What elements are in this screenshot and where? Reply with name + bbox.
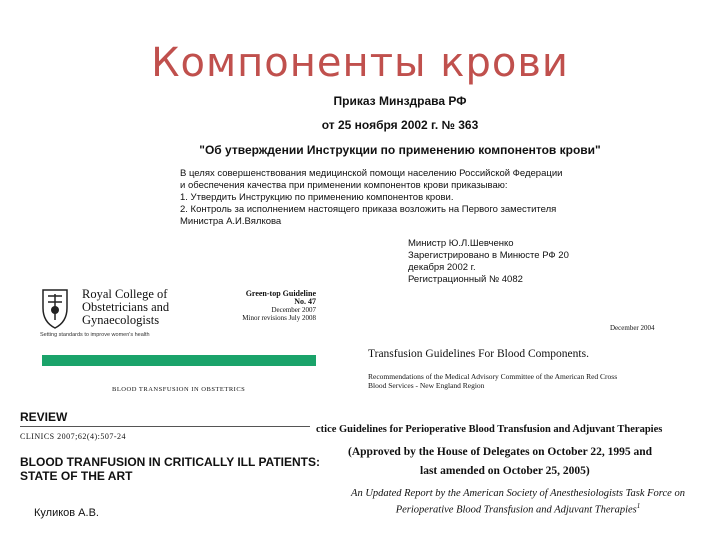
guideline-number: No. 47 [294, 297, 316, 306]
redcross-title: Transfusion Guidelines For Blood Components. [368, 348, 589, 360]
asa-approved: (Approved by the House of Delegates on October 22, 1995 and [348, 446, 653, 458]
rcog-tagline: Setting standards to improve women's health [40, 332, 150, 338]
redcross-date: December 2004 [610, 324, 655, 332]
rcog-document [38, 282, 323, 400]
redcross-recommendations [368, 372, 617, 390]
guideline-title: Green-top Guideline [245, 289, 316, 298]
redcross-rec-line: Blood Services - New England Region [368, 381, 485, 390]
order-line-3: "Об утверждении Инструкции по применению компонентов крови" [199, 143, 601, 157]
review-rule [20, 426, 310, 427]
order-body-line: 1. Утвердить Инструкцию по применению компонентов крови. [180, 192, 454, 203]
rcog-name-line: Gynaecologists [82, 313, 160, 327]
asa-report-line-2 [318, 500, 718, 517]
order-body-line: 2. Контроль за исполнением настоящего приказа возложить на Первого заместителя [180, 204, 557, 215]
slide-title: Компоненты крови [151, 40, 569, 86]
review-title [20, 455, 320, 483]
asa-report-line: An Updated Report by the American Society of Anesthesiologists Task Force on [351, 488, 685, 499]
author: Куликов А.В. [34, 507, 99, 519]
signature-line: Зарегистрировано в Минюсте РФ 20 [408, 250, 569, 261]
rcog-doc-title: BLOOD TRANSFUSION IN OBSTETRICS [112, 386, 246, 393]
asa-amended: last amended on October 25, 2005) [420, 465, 590, 477]
guideline-revision: Minor revisions July 2008 [242, 314, 316, 322]
order-body-line: Министра А.И.Вялкова [180, 216, 282, 227]
signature-line: Регистрационный № 4082 [408, 274, 523, 285]
order-document [170, 88, 630, 288]
review-label: REVIEW [20, 410, 68, 424]
rcog-guideline-box [236, 290, 316, 322]
asa-footnote: 1 [636, 502, 641, 510]
order-line-2: от 25 ноября 2002 г. № 363 [321, 118, 479, 132]
signature-line: декабря 2002 г. [408, 262, 476, 273]
order-line-1: Приказ Минздрава РФ [333, 94, 467, 108]
rcog-green-bar [42, 355, 316, 366]
order-body-line: В целях совершенствования медицинской помощи населению Российской Федерации [180, 168, 563, 179]
asa-report-line: Perioperative Blood Transfusion and Adjuvant Therapies [395, 504, 637, 516]
review-citation: CLINICS 2007;62(4):507-24 [20, 432, 127, 441]
signature-line: Министр Ю.Л.Шевченко [408, 238, 514, 249]
order-body [180, 168, 630, 228]
guideline-date: December 2007 [271, 306, 316, 314]
rcog-crest-icon [40, 286, 70, 330]
rcog-name-line: Royal College of [82, 287, 168, 301]
order-body-line: и обеспечения качества при применении компонентов крови приказываю: [180, 180, 508, 191]
rcog-name-line: Obstetricians and [82, 300, 170, 314]
review-title-line: STATE OF THE ART [20, 469, 133, 483]
asa-report [318, 487, 718, 517]
asa-title: ctice Guidelines for Perioperative Blood Transfusion and Adjuvant Therapies [316, 424, 663, 435]
rcog-name [82, 288, 169, 327]
order-signature [408, 238, 628, 286]
redcross-rec-line: Recommendations of the Medical Advisory Committee of the American Red Cross [368, 372, 618, 381]
review-title-line: BLOOD TRANFUSION IN CRITICALLY ILL PATIENTS: [20, 455, 320, 469]
